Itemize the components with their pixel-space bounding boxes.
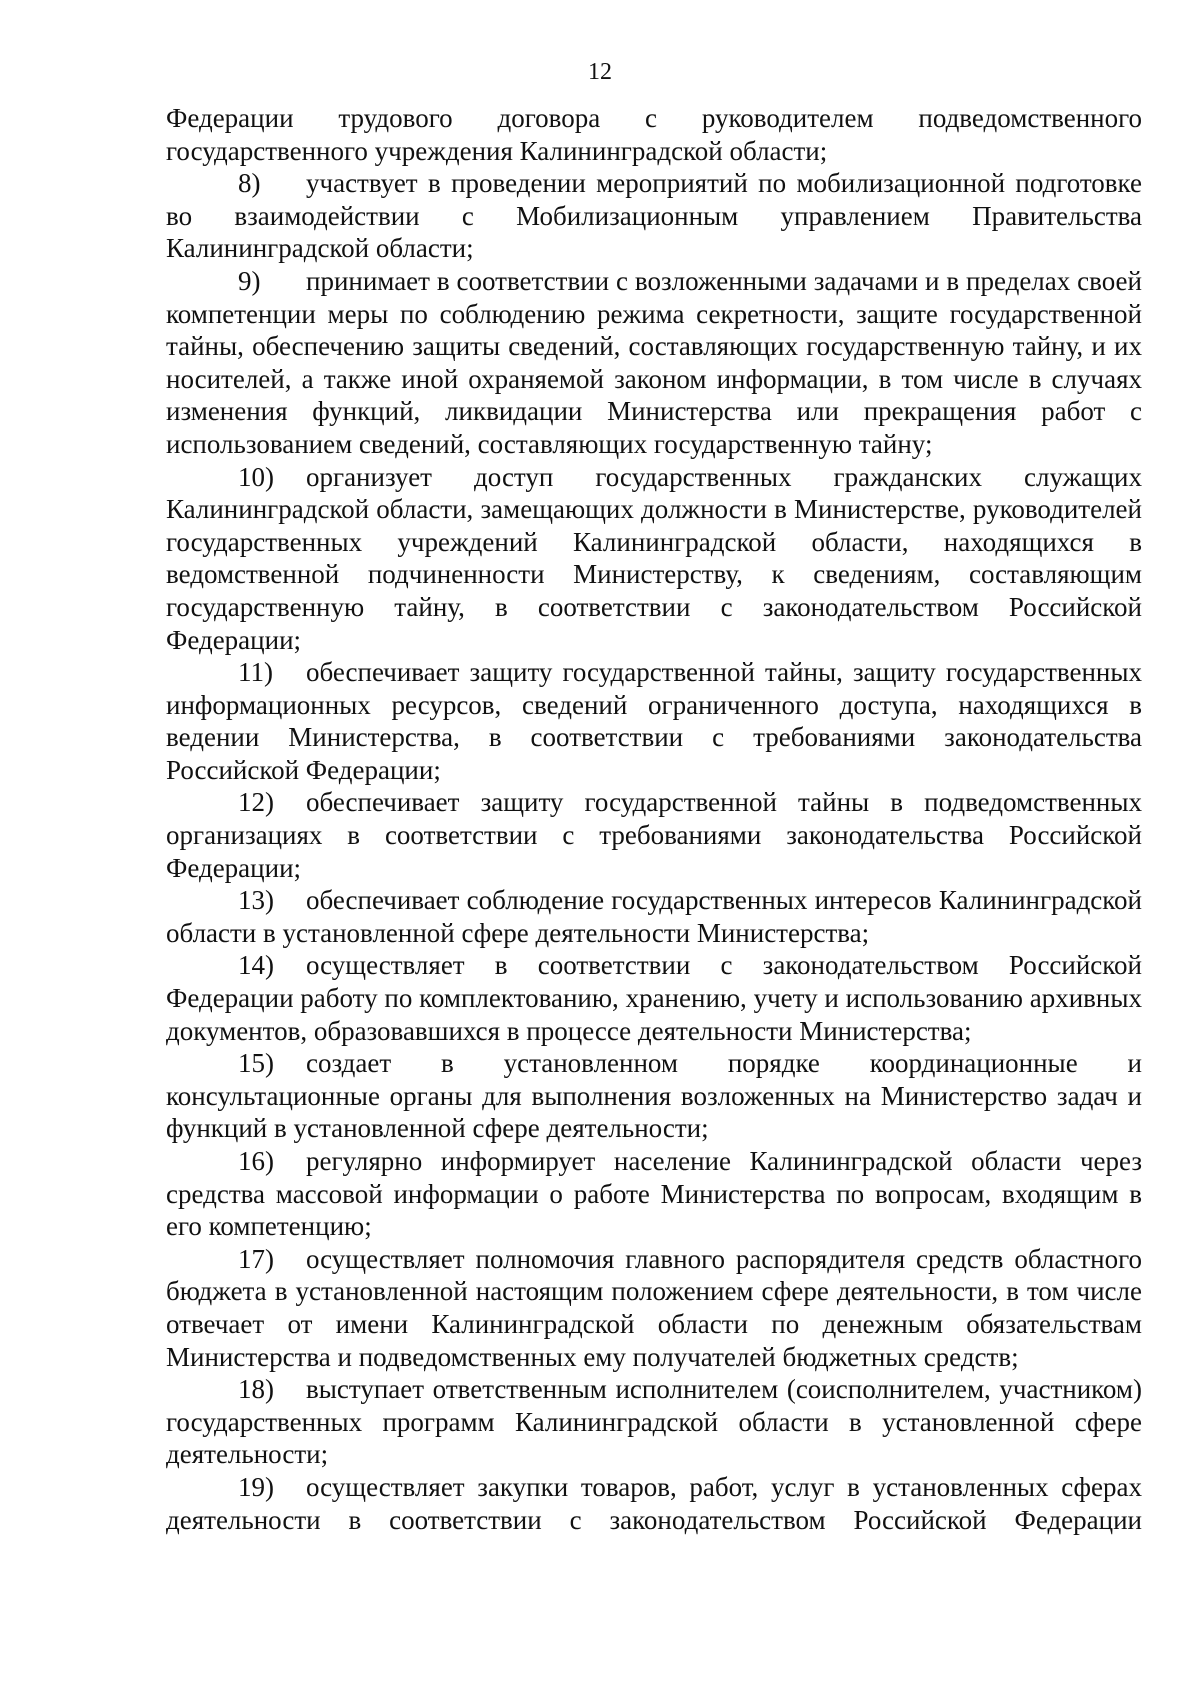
item-number: 17) <box>238 1243 274 1274</box>
item-text: обеспечивает защиту государственной тайны в подведомственных организациях в соответствии с требованиями законодательства Российской Федерации; <box>166 787 1142 883</box>
list-item-11 <box>166 656 1142 786</box>
list-item-19 <box>166 1471 1142 1536</box>
item-number: 13) <box>238 885 274 916</box>
item-text: организует доступ государственных гражданских служащих Калининградской области, замещающих должности в Министерстве, руководителей государственных учреждений Калининградской области, находящихся в ведомственной подчиненности Министерству, к сведениям, составляющим государственную тайну, в соответствии с законодательством Российской Федерации; <box>166 461 1142 655</box>
list-item-16 <box>166 1145 1142 1243</box>
item-number: 8) <box>238 168 261 199</box>
document-body <box>166 102 1142 1536</box>
item-text: осуществляет в соответствии с законодательством Российской Федерации работу по комплектованию, хранению, учету и использованию архивных документов, образовавшихся в процессе деятельности Министерства; <box>166 950 1142 1046</box>
item-text: участвует в проведении мероприятий по мобилизационной подготовке во взаимодействии с Мобилизационным управлением Правительства Калининградской области; <box>166 168 1142 264</box>
item-text: выступает ответственным исполнителем (соисполнителем, участником) государственных программ Калининградской области в установленной сфере деятельности; <box>166 1374 1142 1470</box>
paragraph-continuation <box>166 102 1142 167</box>
list-item-14 <box>166 949 1142 1047</box>
item-number: 19) <box>238 1471 274 1502</box>
item-number: 15) <box>238 1048 274 1079</box>
item-text: обеспечивает соблюдение государственных интересов Калининградской области в установленной сфере деятельности Министерства; <box>166 885 1142 948</box>
list-item-15 <box>166 1047 1142 1145</box>
list-item-12 <box>166 786 1142 884</box>
list-item-9 <box>166 265 1142 461</box>
item-text: осуществляет закупки товаров, работ, услуг в установленных сферах деятельности в соответствии с законодательством Российской Федерации <box>166 1471 1142 1535</box>
paragraph-text: Федерации трудового договора с руководителем подведомственного государственного учреждения Калининградской области; <box>166 103 1142 166</box>
item-number: 18) <box>238 1374 274 1405</box>
item-text: осуществляет полномочия главного распорядителя средств областного бюджета в установленной настоящим положением сфере деятельности, в том числе отвечает от имени Калининградской области по денежным обязательствам Министерства и подведомственных ему получателей бюджетных средств; <box>166 1243 1142 1372</box>
item-number: 12) <box>238 787 274 818</box>
list-item-10 <box>166 461 1142 657</box>
item-number: 14) <box>238 950 274 981</box>
item-text: обеспечивает защиту государственной тайны, защиту государственных информационных ресурсов, сведений ограниченного доступа, находящихся в ведении Министерства, в соответствии с требованиями законодательства Российской Федерации; <box>166 657 1142 785</box>
item-text: создает в установленном порядке координационные и консультационные органы для выполнения возложенных на Министерство задач и функций в установленной сфере деятельности; <box>166 1048 1142 1144</box>
item-number: 16) <box>238 1146 274 1176</box>
item-text: принимает в соответствии с возложенными задачами и в пределах своей компетенции меры по соблюдению режима секретности, защите государственной тайны, обеспечению защиты сведений, составляющих государственную тайну, и их носителей, а также иной охраняемой законом информации, в том числе в случаях изменения функций, ликвидации Министерства или прекращения работ с использованием сведений, составляющих государственную тайну; <box>166 265 1142 459</box>
item-text: регулярно информирует население Калининградской области через средства массовой информации о работе Министерства по вопросам, входящим в его компетенцию; <box>166 1146 1142 1242</box>
list-item-8 <box>166 167 1142 265</box>
list-item-18 <box>166 1373 1142 1471</box>
item-number: 9) <box>238 265 261 296</box>
item-number: 10) <box>238 461 274 492</box>
list-item-17 <box>166 1243 1142 1373</box>
page-number: 12 <box>588 59 612 85</box>
list-item-13 <box>166 884 1142 949</box>
item-number: 11) <box>238 657 273 688</box>
